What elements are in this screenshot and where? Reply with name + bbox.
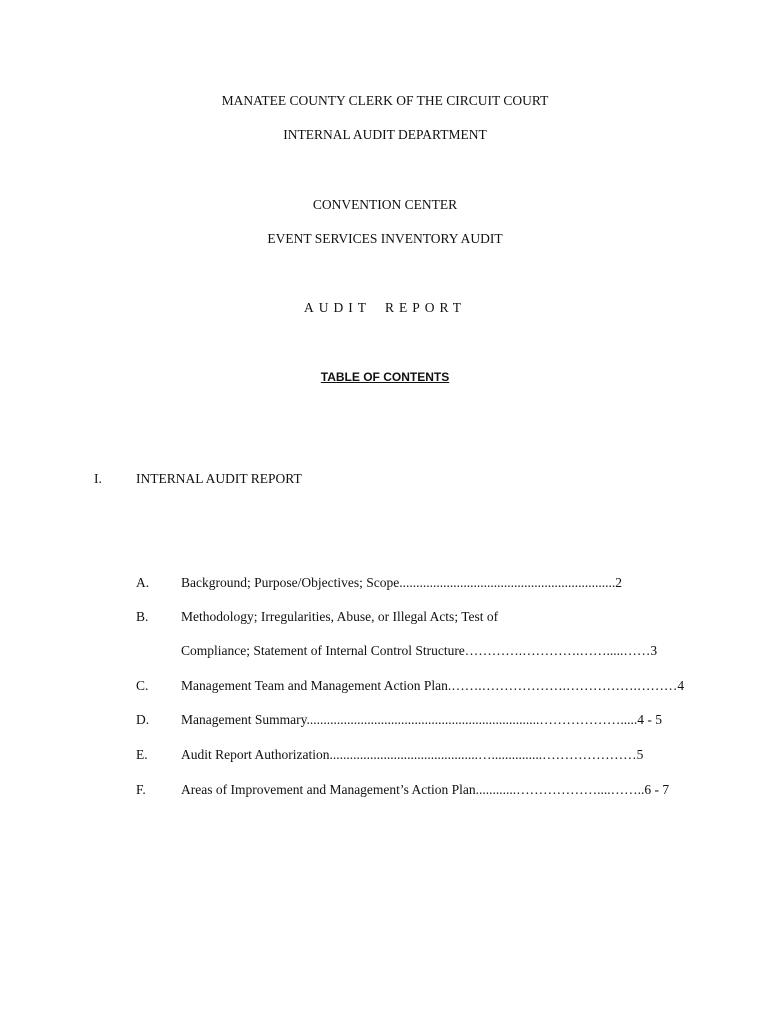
document-type xyxy=(0,300,770,316)
toc-entry-letter-e: E. xyxy=(136,747,148,762)
document-type-word-2: REPORT xyxy=(385,300,466,315)
audit-title: EVENT SERVICES INVENTORY AUDIT xyxy=(267,231,503,246)
audit-subject: CONVENTION CENTER xyxy=(312,197,458,212)
toc-entry-b-continued: Compliance; Statement of Internal Control Structure………….………….…….....……3 xyxy=(181,643,658,658)
toc-entry-f: Areas of Improvement and Management’s Action Plan............………………....……..6 - 7 xyxy=(181,782,670,797)
toc-entry-letter-f: F. xyxy=(136,782,146,797)
document-type-word-1: AUDIT xyxy=(304,300,372,315)
toc-entry-letter-b: B. xyxy=(136,609,149,624)
toc-title: TABLE OF CONTENTS xyxy=(320,370,450,384)
toc-entry-letter-a: A. xyxy=(136,575,150,590)
toc-entry-letter-c: C. xyxy=(136,678,149,693)
section-heading: INTERNAL AUDIT REPORT xyxy=(136,471,302,486)
department-name: INTERNAL AUDIT DEPARTMENT xyxy=(283,127,487,142)
toc-entry-b: Methodology; Irregularities, Abuse, or Illegal Acts; Test of xyxy=(181,609,499,624)
office-name: MANATEE COUNTY CLERK OF THE CIRCUIT COURT xyxy=(221,93,549,108)
toc-entry-letter-d: D. xyxy=(136,712,150,727)
toc-entry-c: Management Team and Management Action Plan.…….……………….…………….………4 xyxy=(181,678,685,693)
toc-entry-e: Audit Report Authorization............................................…...............…………………5 xyxy=(181,747,644,762)
toc-entry-a: Background; Purpose/Objectives; Scope................................................................2 xyxy=(181,575,622,590)
section-numeral: I. xyxy=(94,471,102,486)
toc-entry-d: Management Summary.....................................................................……………….....4 - 5 xyxy=(181,712,662,727)
